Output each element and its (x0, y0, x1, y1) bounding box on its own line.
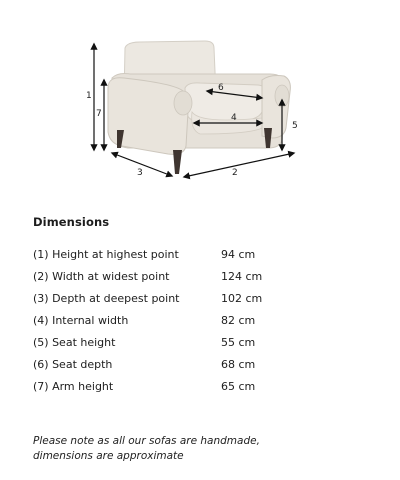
label-width-widest: 2 (232, 168, 238, 178)
dimension-row-internal-width (33, 309, 333, 331)
dimension-row-seat-depth (33, 353, 333, 375)
note-line-1: Please note as all our sofas are handmade, (33, 435, 260, 447)
dimensions-list (33, 243, 333, 397)
label-seat-height: 5 (292, 121, 298, 131)
dimension-value: 82 cm (221, 313, 256, 327)
arrow-width-widest (184, 153, 294, 177)
label-arm-height: 7 (96, 109, 102, 119)
dimension-label: (4) Internal width (33, 313, 129, 327)
handmade-note (33, 434, 373, 464)
dimension-row-height (33, 243, 333, 265)
label-depth-deepest: 3 (137, 168, 143, 178)
label-height-highest: 1 (86, 91, 92, 101)
dimension-value: 68 cm (221, 357, 256, 371)
armchair-illustration (0, 0, 400, 200)
dimension-value: 102 cm (221, 291, 263, 305)
dimension-label: (6) Seat depth (33, 357, 113, 371)
dimension-value: 124 cm (221, 269, 263, 283)
dimension-label: (2) Width at widest point (33, 269, 170, 283)
dimension-value: 65 cm (221, 379, 256, 393)
dimension-label: (1) Height at highest point (33, 247, 179, 261)
armchair-dimension-diagram (0, 0, 400, 200)
note-line-2: dimensions are approximate (33, 450, 184, 462)
dimension-row-depth (33, 287, 333, 309)
dimensions-heading: Dimensions (33, 215, 110, 229)
dimension-row-width (33, 265, 333, 287)
label-internal-width: 4 (231, 113, 237, 123)
dimension-label: (3) Depth at deepest point (33, 291, 180, 305)
dimension-value: 55 cm (221, 335, 256, 349)
dimension-row-arm-height (33, 375, 333, 397)
label-seat-depth: 6 (218, 83, 224, 93)
dimension-label: (5) Seat height (33, 335, 116, 349)
dimension-row-seat-height (33, 331, 333, 353)
dimension-value: 94 cm (221, 247, 256, 261)
dimension-label: (7) Arm height (33, 379, 114, 393)
armchair-shape (108, 41, 290, 174)
